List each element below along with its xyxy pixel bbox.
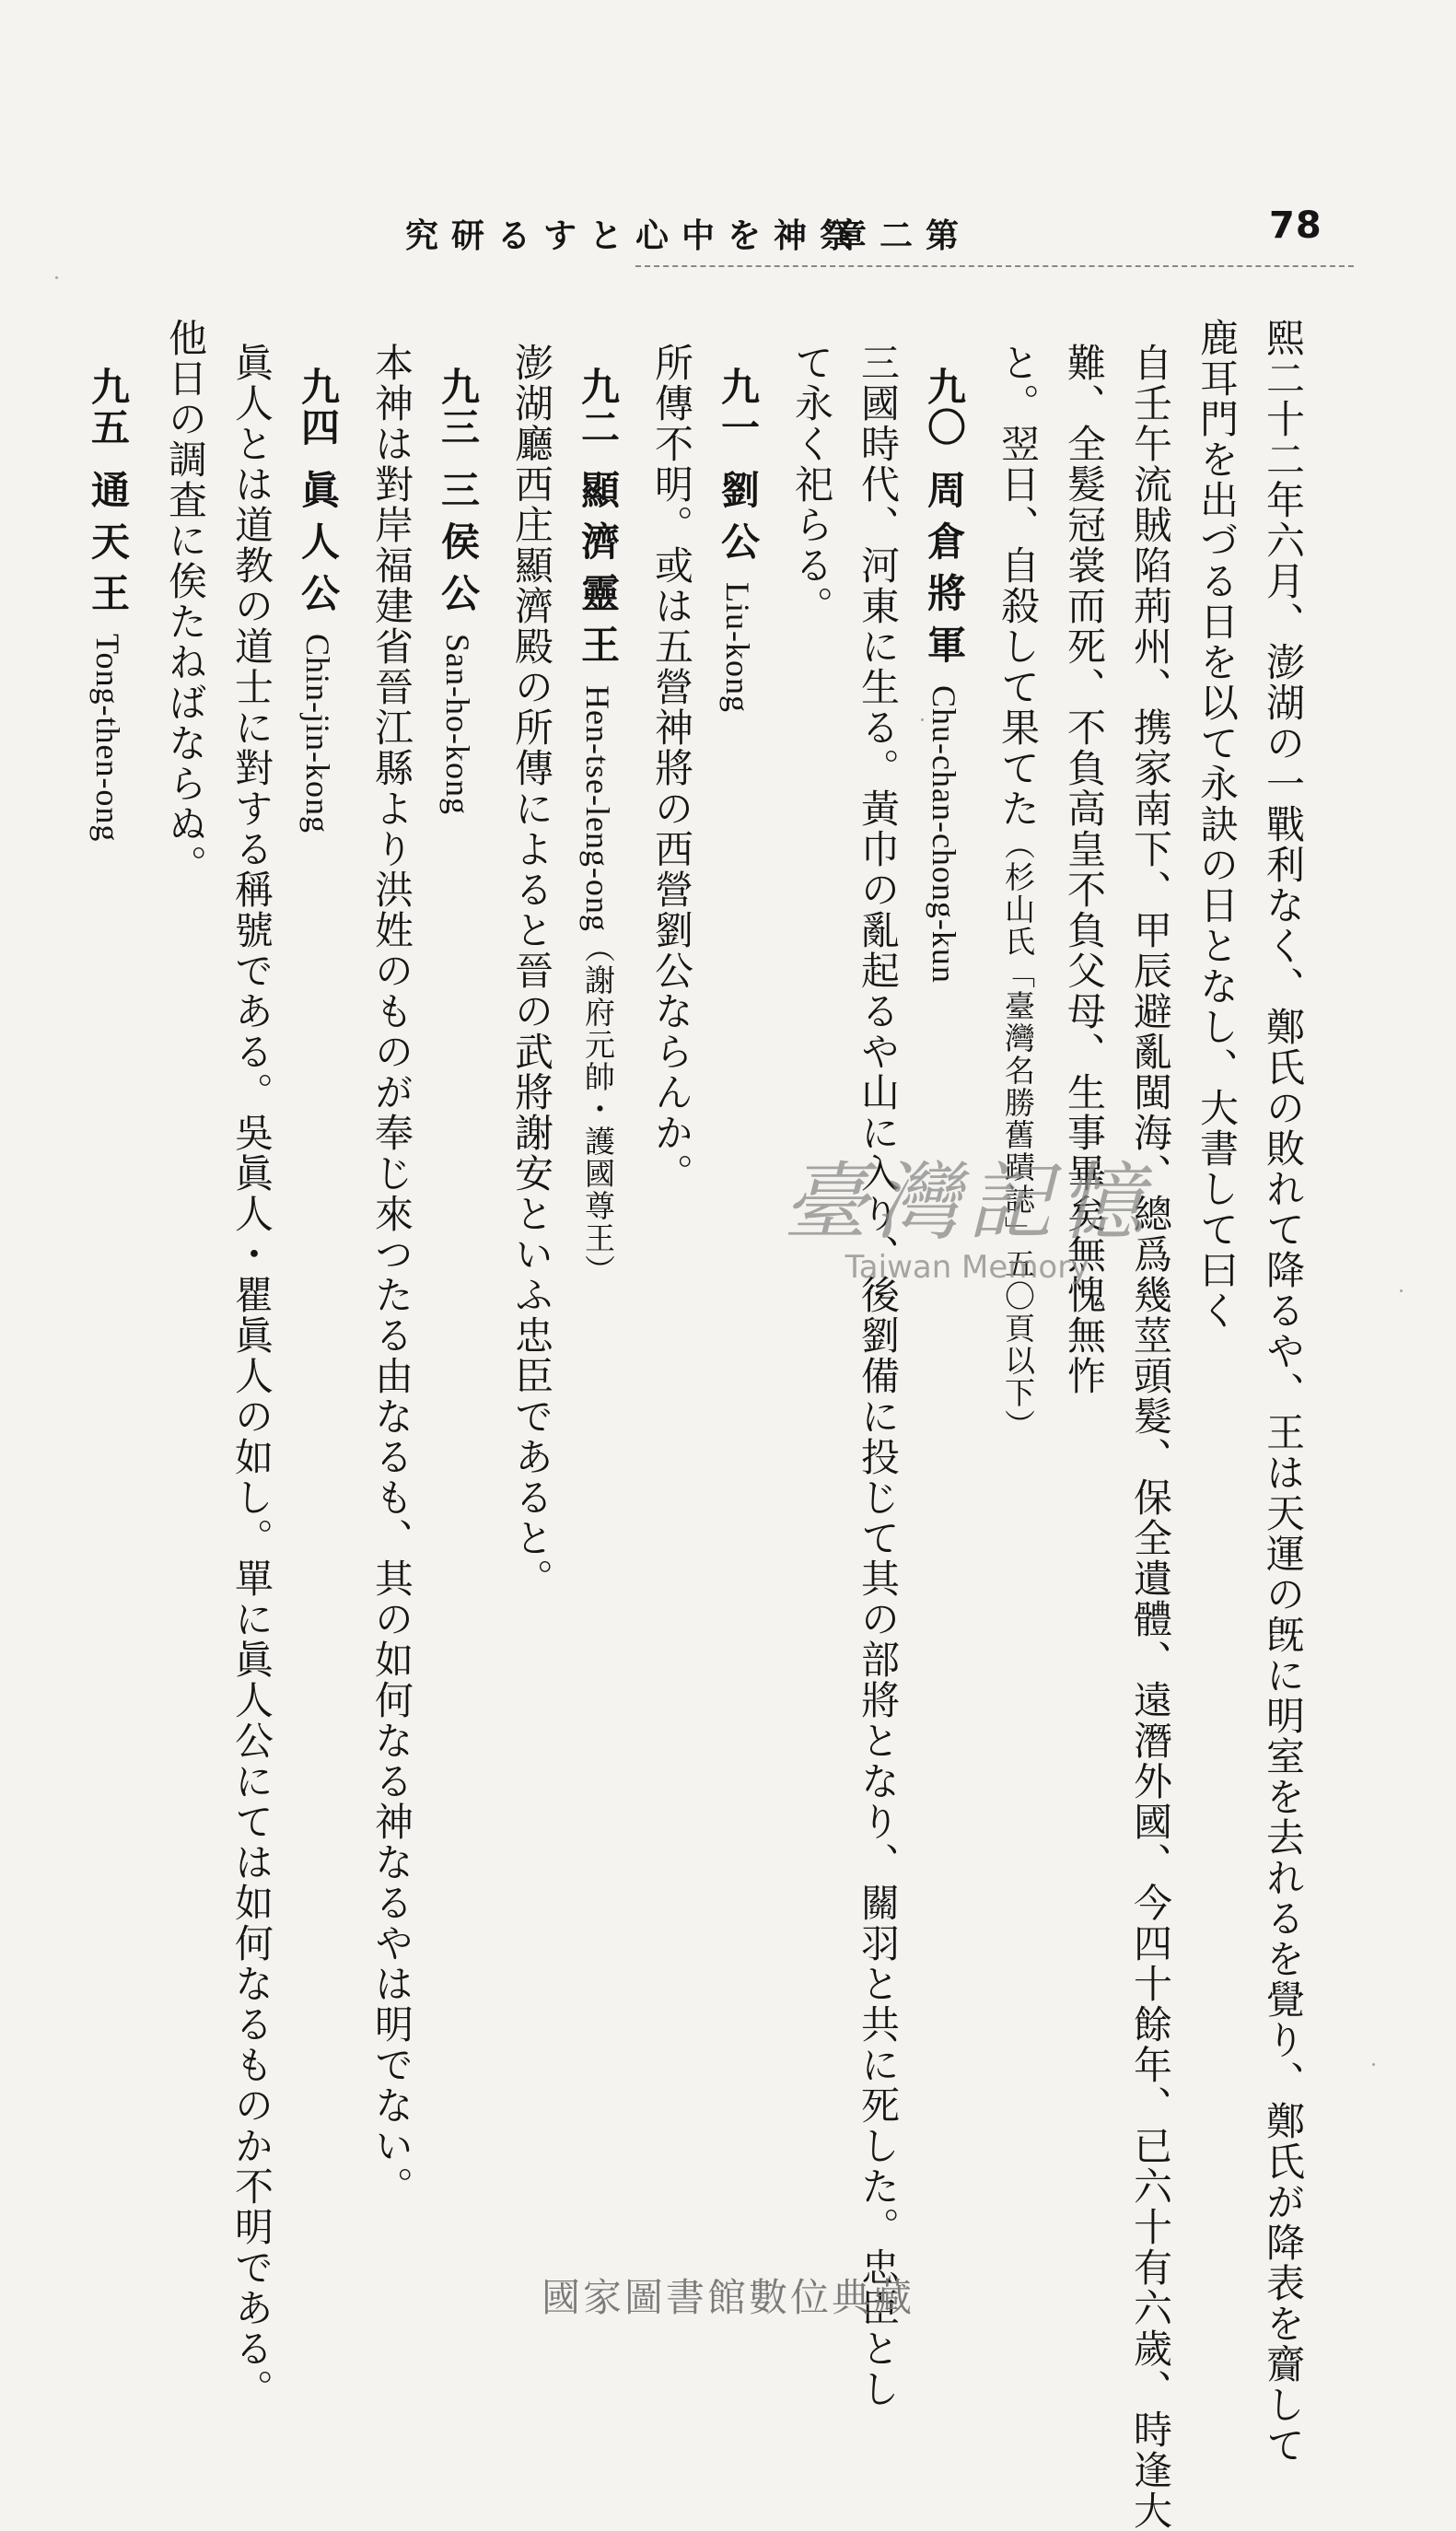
quote-column: 難、全髮冠裳而死、不負高皇不負父母、生事畢矣無愧無怍 — [1062, 343, 1107, 1396]
entry-romanization: Hen-tse-leng-ong — [579, 685, 616, 932]
entry-number: 九五 — [86, 367, 131, 448]
entry-romanization: Tong-then-ong — [89, 634, 126, 843]
quote-column: 自壬午流賊陷荊州、携家南下、甲辰避亂閩海、總爲幾莖頭髮、保全遺體、遠潛外國、今四十餘年、已六十有六歲、時逢大 — [1128, 343, 1173, 2531]
text-column: 本神は對岸福建省晉江縣より洪姓のものが奉じ來つたる由なるも、其の如何なる神なるやは明でない。 — [369, 343, 414, 2207]
entry-name: 眞人公 — [296, 470, 341, 624]
archive-footer: 國家圖書館數位典藏 — [541, 2275, 914, 2320]
scan-speck — [921, 718, 924, 721]
text-column: て永く祀らる。 — [789, 343, 834, 626]
watermark-logo — [728, 1153, 1206, 1286]
column-text: と。翌日、自殺して果てた — [996, 343, 1041, 829]
header-divider — [635, 265, 1354, 267]
entry-number: 九三 — [436, 367, 481, 448]
entry-heading — [436, 367, 481, 815]
text-column: 眞人とは道教の道士に對する稱號である。吳眞人・瞿眞人の如し。單に眞人公にては如何なるものか不明である。 — [229, 343, 274, 2409]
chapter-heading: 第二章 — [833, 216, 973, 255]
scan-speck — [1372, 2063, 1375, 2066]
text-column: 他日の調査に俟たねばならぬ。 — [163, 318, 208, 885]
entry-heading — [922, 367, 967, 984]
entry-romanization: Liu-kong — [719, 582, 756, 713]
watermark-latin: Taiwan Memory — [844, 1249, 1089, 1286]
entry-name: 周倉將軍 — [922, 470, 967, 676]
scan-speck — [1400, 1289, 1403, 1292]
entry-romanization: Chu-chan-chong-kun — [926, 685, 962, 984]
entry-heading — [296, 367, 341, 834]
entry-number: 九二 — [576, 367, 621, 448]
entry-heading — [576, 367, 621, 1287]
entry-name: 顯濟靈王 — [576, 470, 621, 676]
entry-name: 三侯公 — [436, 470, 481, 624]
entry-number: 九四 — [296, 367, 341, 448]
entry-number: 九〇 — [922, 367, 967, 448]
watermark-cjk: 臺灣記憶 — [782, 1153, 1151, 1252]
scan-speck — [55, 276, 58, 279]
entry-name: 劉公 — [716, 470, 761, 573]
entry-number: 九一 — [716, 367, 761, 448]
text-column: 鹿耳門を出づる日を以て永訣の日となし、大書して曰く — [1194, 318, 1240, 1331]
entry-heading — [716, 367, 761, 713]
text-column: 所傳不明。或は五營神將の西營劉公ならんか。 — [649, 343, 694, 1194]
entry-note: （謝府元帥・護國尊王） — [580, 931, 616, 1287]
citation: （杉山氏「臺灣名勝舊蹟誌」五〇頁以下） — [1000, 829, 1036, 1441]
text-column: 澎湖廳西庄顯濟殿の所傳によると晉の武將謝安といふ忠臣であると。 — [509, 343, 554, 1599]
page-number: 78 — [1269, 204, 1322, 247]
entry-romanization: Chin-jin-kong — [299, 634, 336, 834]
entry-name: 通天王 — [86, 470, 131, 624]
text-column: 三國時代、河東に生る。黃巾の亂起るや山に入り、後劉備に投じて其の部將となり、關羽と共に死した。忠臣とし — [856, 343, 901, 2409]
running-title: 祭神を中心とする研究 — [405, 216, 867, 255]
entry-romanization: San-ho-kong — [439, 634, 476, 815]
text-column: 熙二十二年六月、澎湖の一戰利なく、鄭氏の敗れて降るや、王は天運の旣に明室を去れるを覺り、鄭氏が降表を齎して — [1261, 318, 1306, 2466]
entry-heading — [86, 367, 131, 843]
